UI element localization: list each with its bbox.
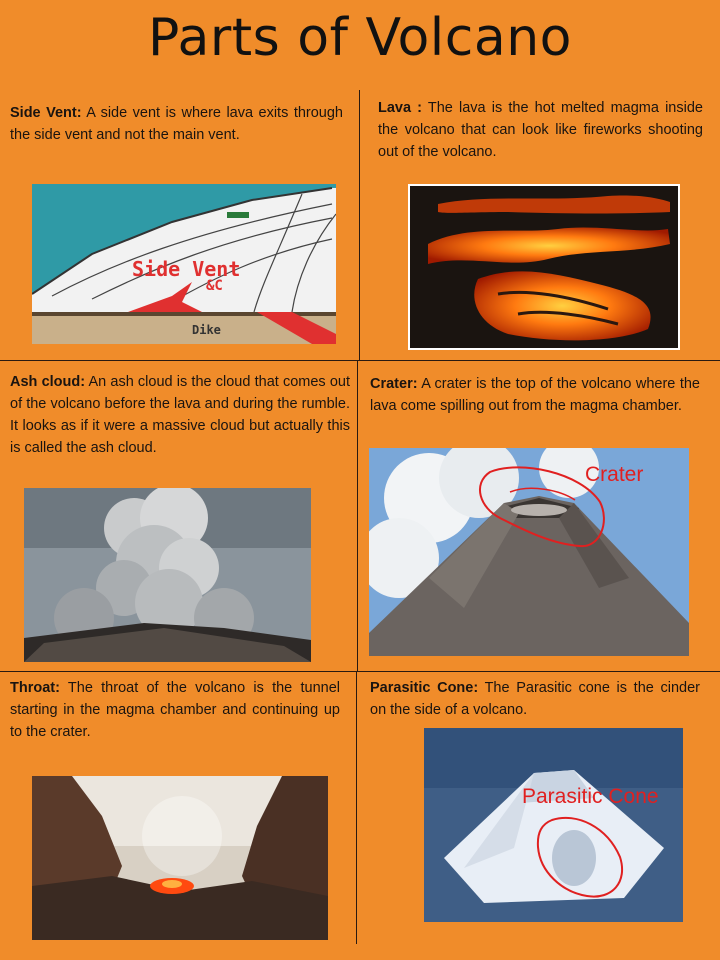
ash-cloud-description: An ash cloud is the cloud that comes out of the volcano before the lava and during the rumble. It looks as if it were a massive cloud but actually this is called the ash cloud. — [10, 374, 351, 456]
center-divider — [357, 361, 358, 671]
parasitic-cone-text — [370, 677, 700, 721]
lava-term: Lava : — [378, 100, 423, 116]
center-divider — [359, 90, 360, 360]
throat-description: The throat of the volcano is the tunnel starting in the magma chamber and continuing up to the crater. — [10, 680, 340, 740]
parasitic-cone-description: The Parasitic cone is the cinder on the side of a volcano. — [370, 680, 700, 718]
crater-label: Crater — [585, 463, 644, 486]
lava-description: The lava is the hot melted magma inside the volcano that can look like fireworks shooting out of the volcano. — [378, 100, 703, 160]
ash-cloud-term: Ash cloud: — [10, 374, 86, 390]
throat-photo — [32, 776, 328, 940]
ash-cloud-photo — [24, 488, 311, 662]
side-vent-text — [10, 102, 343, 146]
crater-text — [370, 373, 700, 417]
side-vent-label: Side Vent — [132, 257, 241, 281]
center-divider — [356, 672, 357, 944]
ash-cloud-text — [10, 371, 350, 459]
side-vent-term: Side Vent: — [10, 105, 82, 121]
parasitic-cone-label: Parasitic Cone — [522, 785, 659, 808]
crater-term: Crater: — [370, 376, 418, 392]
side-vent-mark: &C — [206, 278, 223, 294]
dike-label: Dike — [192, 323, 221, 337]
page-title: Parts of Volcano — [148, 8, 572, 68]
lava-photo — [408, 184, 680, 350]
parasitic-cone-term: Parasitic Cone: — [370, 680, 479, 696]
lava-text — [378, 97, 703, 163]
row-divider — [0, 671, 720, 672]
throat-text — [10, 677, 340, 743]
side-vent-diagram — [32, 184, 336, 344]
side-vent-description: A side vent is where lava exits through the side vent and not the main vent. — [10, 105, 343, 143]
crater-description: A crater is the top of the volcano where the lava come spilling out from the magma chamber. — [370, 376, 700, 414]
row-divider — [0, 360, 720, 361]
throat-term: Throat: — [10, 680, 60, 696]
parasitic-cone-circle-annotation — [532, 812, 632, 902]
